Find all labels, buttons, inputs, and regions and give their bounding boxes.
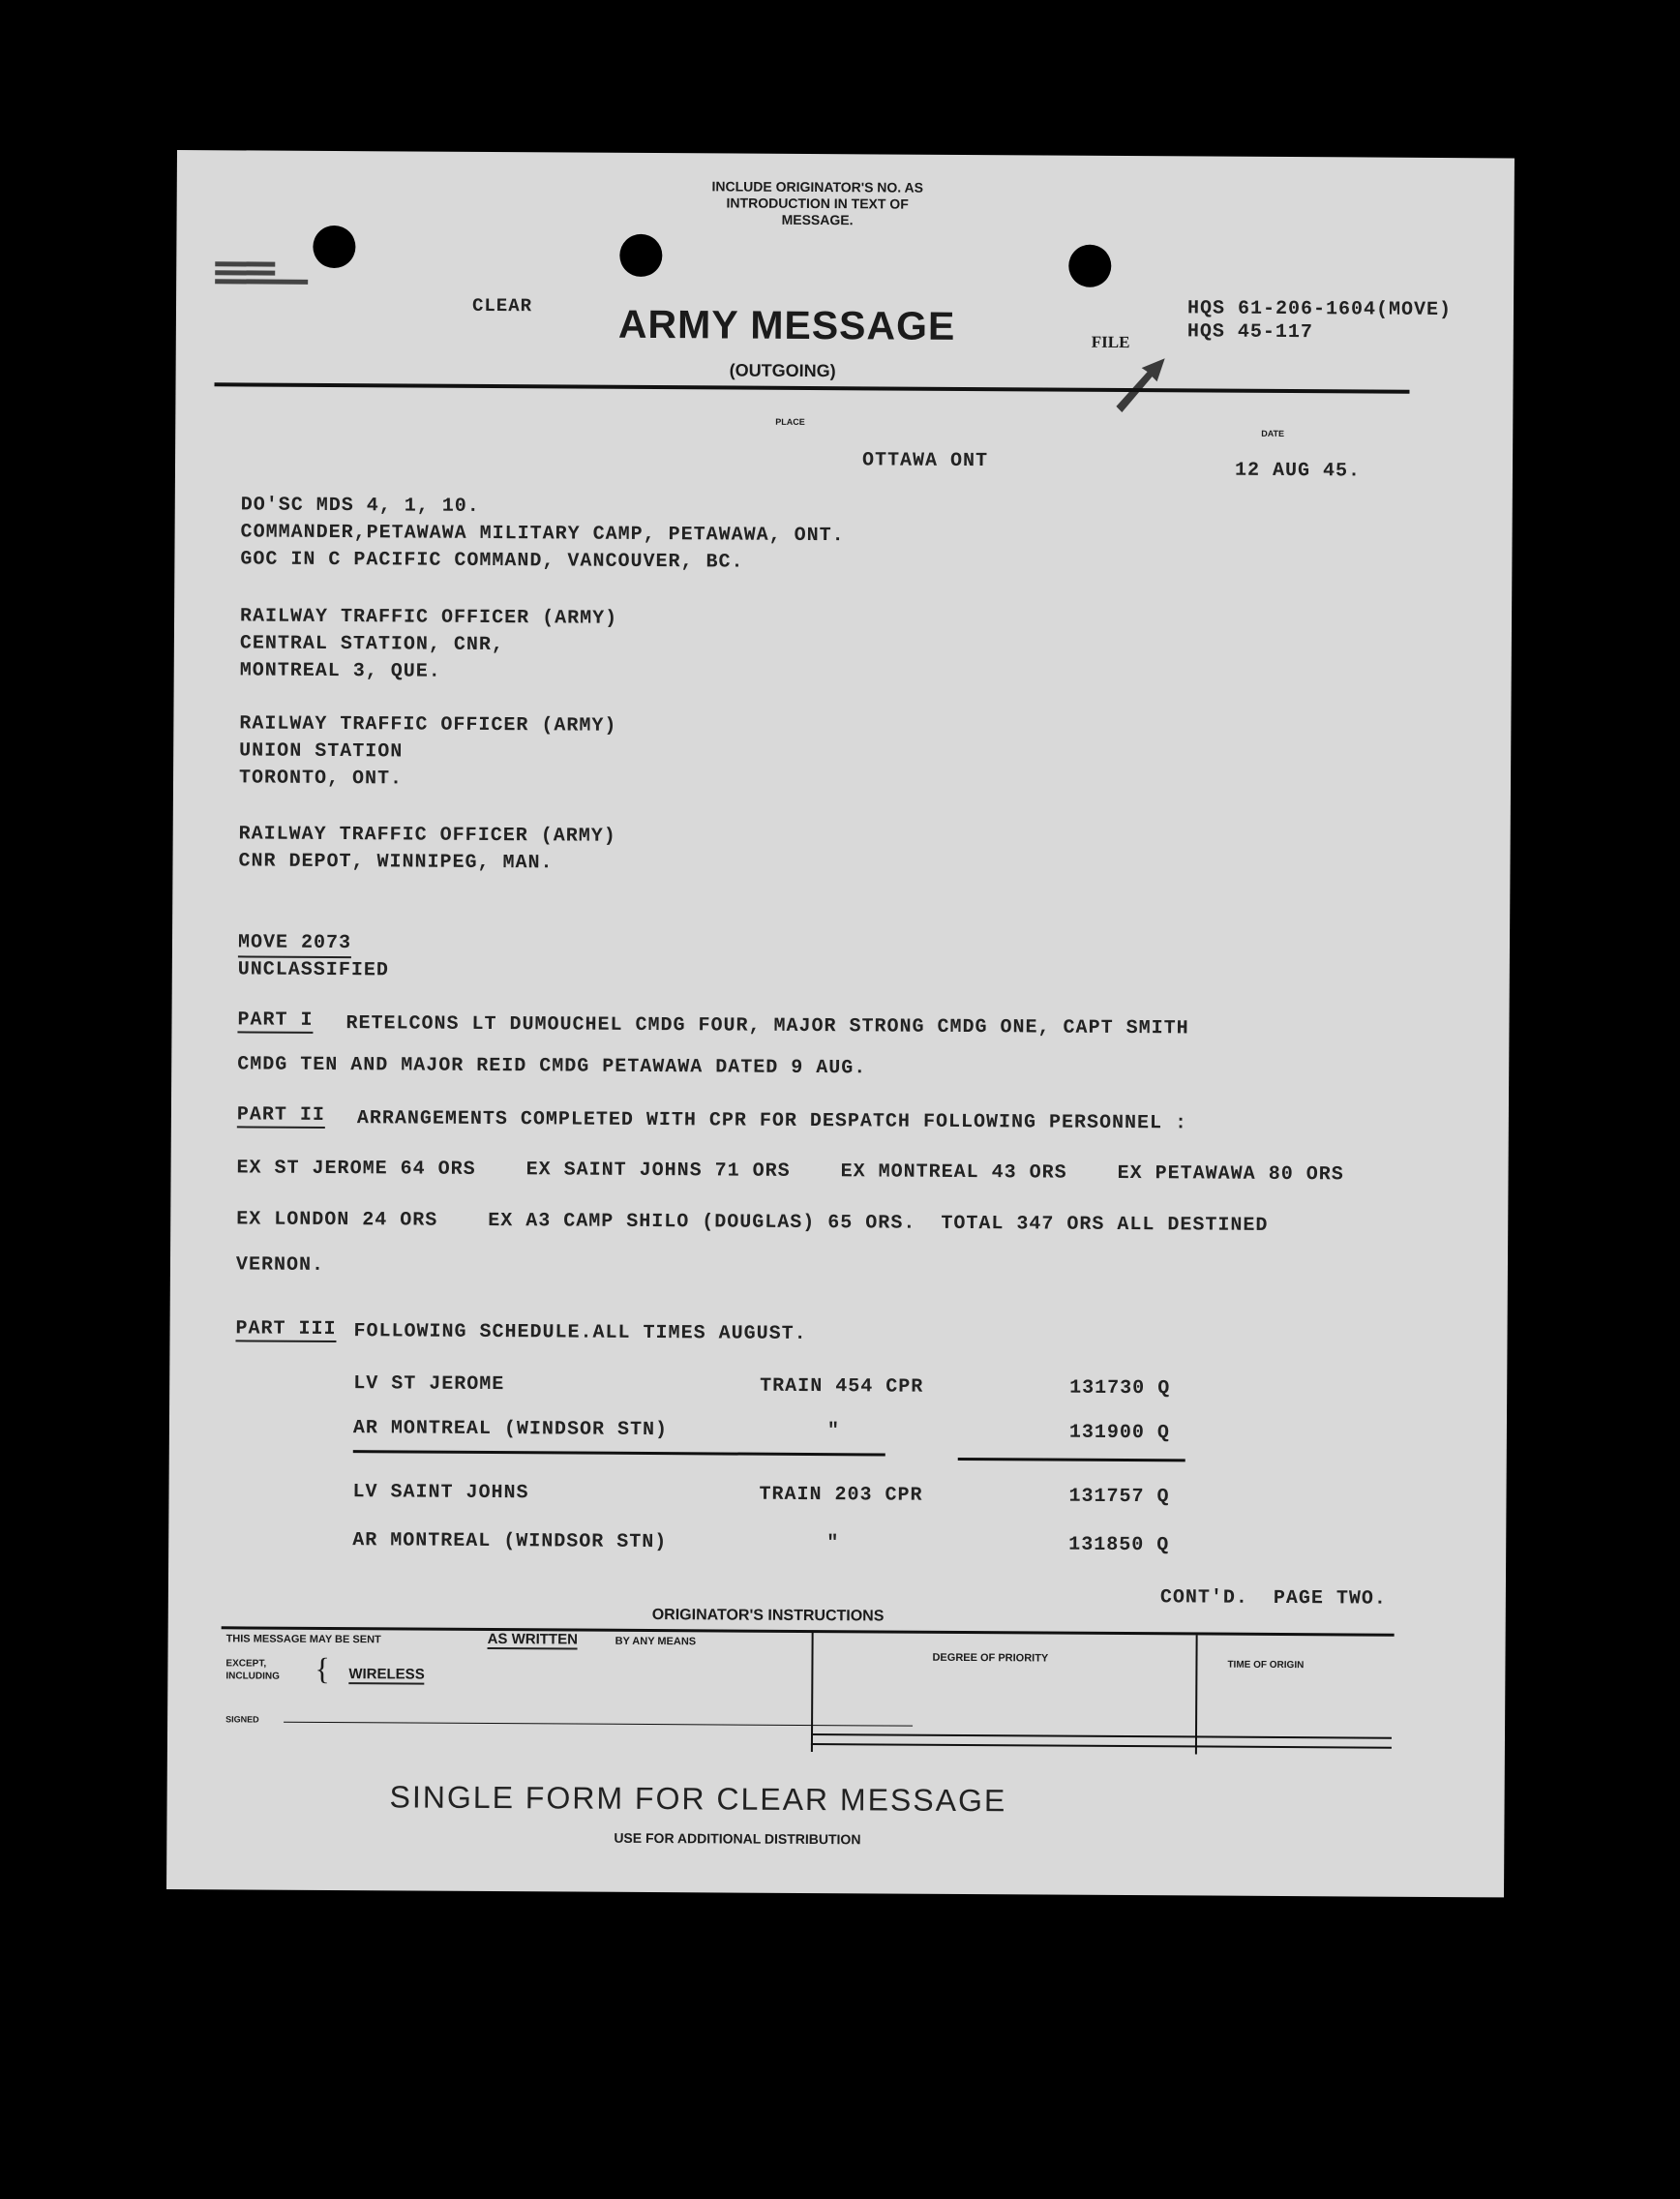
file-references: HQS 61-206-1604(MOVE) HQS 45-117 <box>1186 297 1453 345</box>
by-any-means-label: BY ANY MEANS <box>615 1635 697 1648</box>
time-of-origin-label: TIME OF ORIGIN <box>1227 1659 1305 1672</box>
date-label: DATE <box>1261 428 1285 438</box>
addressee-block: DO'SC MDS 4, 1, 10. COMMANDER,PETAWAWA MILITARY CAMP, PETAWAWA, ONT. GOC IN C PACIFIC COMMAND, VANCOUVER, BC. <box>240 494 845 574</box>
date-value: 12 AUG 45. <box>1234 459 1362 483</box>
classification: UNCLASSIFIED <box>237 958 389 982</box>
schedule-row: LV SAINT JOHNS TRAIN 203 CPR 131757 Q <box>352 1481 1170 1509</box>
brace-icon: { <box>315 1650 330 1686</box>
part1-label: PART I <box>237 1009 314 1032</box>
form-title: ARMY MESSAGE <box>617 301 956 348</box>
security-classification: CLEAR <box>471 294 533 317</box>
part2-text: EX LONDON 24 ORS EX A3 CAMP SHILO (DOUGLAS) 65 ORS. TOTAL 347 ORS ALL DESTINED <box>236 1208 1269 1237</box>
part3-label: PART III <box>235 1317 337 1341</box>
signed-label: SIGNED <box>225 1714 259 1725</box>
header-rule <box>215 382 1410 394</box>
part2-text: VERNON. <box>235 1253 325 1277</box>
as-written-label: AS WRITTEN <box>487 1630 578 1648</box>
place-label: PLACE <box>775 416 805 427</box>
addressee-block: RAILWAY TRAFFIC OFFICER (ARMY) UNION STATION TORONTO, ONT. <box>238 712 617 791</box>
punch-hole <box>1068 245 1111 287</box>
additional-distribution: USE FOR ADDITIONAL DISTRIBUTION <box>614 1829 861 1848</box>
schedule-table <box>352 1372 1205 1579</box>
part2-text: ARRANGEMENTS COMPLETED WITH CPR FOR DESPATCH FOLLOWING PERSONNEL : <box>356 1107 1188 1135</box>
schedule-row: AR MONTREAL (WINDSOR STN) " 131900 Q <box>352 1417 1171 1445</box>
punch-hole <box>313 226 355 268</box>
part1-text: RETELCONS LT DUMOUCHEL CMDG FOUR, MAJOR STRONG CMDG ONE, CAPT SMITH <box>345 1012 1189 1040</box>
file-label: FILE <box>1091 332 1130 352</box>
part2-text: EX ST JEROME 64 ORS EX SAINT JOHNS 71 ORS EX MONTREAL 43 ORS EX PETAWAWA 80 ORS <box>236 1157 1344 1187</box>
instructions-rule <box>222 1626 1395 1636</box>
form-code <box>215 261 308 291</box>
part3-text: FOLLOWING SCHEDULE.ALL TIMES AUGUST. <box>353 1320 807 1345</box>
punch-hole <box>619 234 662 277</box>
part2-label: PART II <box>236 1103 325 1127</box>
addressee-block: RAILWAY TRAFFIC OFFICER (ARMY) CNR DEPOT, WINNIPEG, MAN. <box>238 823 616 875</box>
addressee-block: RAILWAY TRAFFIC OFFICER (ARMY) CENTRAL STATION, CNR, MONTREAL 3, QUE. <box>239 605 618 683</box>
instructions-title: ORIGINATOR'S INSTRUCTIONS <box>651 1607 885 1625</box>
place-value: OTTAWA ONT <box>861 449 989 473</box>
move-number: MOVE 2073 <box>238 930 351 958</box>
message-form <box>166 150 1515 1897</box>
wireless-label: WIRELESS <box>348 1666 425 1683</box>
footer-rule <box>811 1733 1392 1739</box>
form-subtitle: (OUTGOING) <box>729 360 836 381</box>
subject-block <box>238 930 389 983</box>
arrow-stamp-icon <box>1108 352 1176 420</box>
originator-instruction: INCLUDE ORIGINATOR'S NO. AS INTRODUCTION IN TEXT OF MESSAGE. <box>711 178 924 228</box>
signature-line <box>284 1722 913 1727</box>
part1-text: CMDG TEN AND MAJOR REID CMDG PETAWAWA DATED 9 AUG. <box>237 1053 867 1080</box>
may-be-sent-label: THIS MESSAGE MAY BE SENT <box>225 1633 381 1646</box>
schedule-row: LV ST JEROME TRAIN 454 CPR 131730 Q <box>353 1372 1171 1401</box>
single-form-title: SINGLE FORM FOR CLEAR MESSAGE <box>389 1779 1007 1819</box>
continued-note: CONT'D. PAGE TWO. <box>1159 1586 1387 1611</box>
degree-of-priority-label: DEGREE OF PRIORITY <box>932 1651 1049 1665</box>
except-including-label: EXCEPT, INCLUDING <box>225 1658 280 1682</box>
footer-rule <box>811 1743 1392 1749</box>
schedule-row: AR MONTREAL (WINDSOR STN) " 131850 Q <box>352 1529 1170 1557</box>
